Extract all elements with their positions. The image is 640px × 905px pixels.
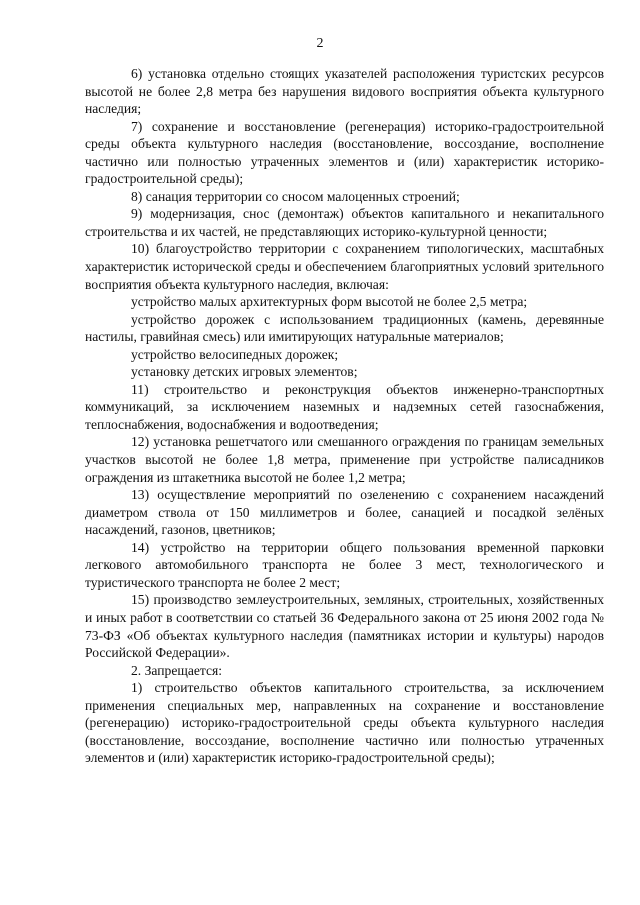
- paragraph-item-13: 13) осуществление мероприятий по озеленению с сохранением насаждений диаметром ствола от 150 миллиметров и более, санацией и посадкой зелёных насаждений, газонов, цветников;: [85, 487, 604, 538]
- paragraph-subitem-paths: устройство дорожек с использованием традиционных (камень, деревянные настилы, гравийная смесь) или имитирующих натуральные материалов;: [85, 311, 604, 345]
- paragraph-item-14: 14) устройство на территории общего пользования временной парковки легкового автомобильного транспорта не более 3 мест, технологического и туристического транспорта не более 2 мест;: [85, 539, 604, 590]
- paragraph-item-9: 9) модернизация, снос (демонтаж) объектов капитального и некапитального строительства и их частей, не представляющих историко-культурной ценности;: [85, 206, 604, 239]
- paragraph-item-10: 10) благоустройство территории с сохранением типологических, масштабных характеристик исторической среды и обеспечением благоприятных условий зрительного восприятия объекта культурного наследия, включая:: [85, 241, 604, 292]
- paragraph-subitem-small-forms: устройство малых архитектурных форм высотой не более 2,5 метра;: [131, 294, 528, 310]
- document-body: [85, 65, 604, 767]
- paragraph-item-15: 15) производство землеустроительных, земляных, строительных, хозяйственных и иных работ в соответствии со статьей 36 Федерального закона от 25 июня 2002 года № 73-ФЗ «Об объектах культурного наследия (памятниках истории и культуры) народов Российской Федерации».: [85, 592, 604, 661]
- page-number: 2: [316, 36, 324, 51]
- section-heading-prohibited: 2. Запрещается:: [131, 662, 223, 678]
- paragraph-subitem-bike-paths: устройство велосипедных дорожек;: [131, 346, 339, 362]
- paragraph-subitem-playground: установку детских игровых элементов;: [131, 364, 358, 380]
- paragraph-item-8: 8) санация территории со сносом малоценных строений;: [131, 188, 460, 204]
- paragraph-prohibited-item-1: 1) строительство объектов капитального строительства, за исключением применения специальных мер, направленных на сохранение и восстановление (регенерацию) историко-градостроительной среды объекта культурного наследия (восстановление, воссоздание, восполнение частично или полностью утраченных элементов и (или) характеристик историко-градостроительной среды);: [85, 680, 604, 766]
- paragraph-item-7: 7) сохранение и восстановление (регенерация) историко-градостроительной среды объекта культурного наследия (восстановление, воссоздание, восполнение частично или полностью утраченных элементов и (или) характеристик историко-градостроительной среды);: [85, 118, 604, 187]
- paragraph-item-12: 12) установка решетчатого или смешанного ограждения по границам земельных участков высотой не более 1,8 метра, применение при устройстве палисадников ограждения из штакетника высотой не более 1,2 метра;: [85, 434, 604, 485]
- paragraph-item-11: 11) строительство и реконструкция объектов инженерно-транспортных коммуникаций, за исключением наземных и надземных сетей газоснабжения, теплоснабжения, водоснабжения и водоотведения;: [85, 381, 604, 432]
- paragraph-item-6: 6) установка отдельно стоящих указателей расположения туристских ресурсов высотой не более 2,8 метра без нарушения видового восприятия объекта культурного наследия;: [85, 66, 604, 117]
